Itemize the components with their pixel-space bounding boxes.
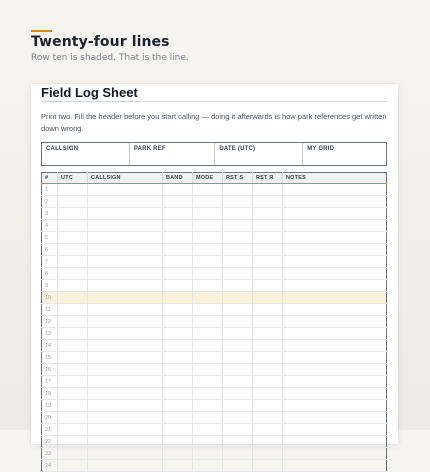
log-cell[interactable] (283, 388, 387, 400)
log-cell[interactable] (88, 244, 163, 256)
log-cell[interactable] (88, 352, 163, 364)
log-cell[interactable] (223, 340, 253, 352)
log-cell[interactable] (163, 292, 193, 304)
log-cell[interactable] (283, 364, 387, 376)
table-row (42, 376, 387, 388)
log-cell[interactable] (283, 208, 387, 220)
log-cell[interactable] (253, 400, 283, 412)
log-cell[interactable] (163, 448, 193, 460)
log-cell[interactable] (163, 184, 193, 196)
column-header-mode: MODE (193, 173, 223, 184)
log-cell[interactable] (88, 436, 163, 448)
log-cell[interactable] (58, 376, 88, 388)
page-subheading: Row ten is shaded. That is the line. (31, 53, 189, 63)
log-cell[interactable] (283, 412, 387, 424)
log-cell[interactable] (283, 328, 387, 340)
log-cell[interactable] (58, 436, 88, 448)
sheet-instructions: Print two. Fill the header before you start calling — doing it afterwards is how park references get written down wrong. (41, 112, 387, 133)
log-cell[interactable] (88, 316, 163, 328)
log-cell[interactable] (88, 220, 163, 232)
log-cell[interactable] (163, 364, 193, 376)
log-cell[interactable] (88, 448, 163, 460)
table-row (42, 460, 387, 472)
log-cell[interactable] (163, 316, 193, 328)
log-cell[interactable] (58, 244, 88, 256)
row-number: 17 (42, 376, 58, 388)
row-number: 9 (42, 280, 58, 292)
log-cell[interactable] (58, 280, 88, 292)
log-cell[interactable] (223, 256, 253, 268)
column-header-callsign: CALLSIGN (88, 173, 163, 184)
log-cell[interactable] (58, 388, 88, 400)
log-cell[interactable] (58, 232, 88, 244)
log-cell[interactable] (253, 412, 283, 424)
log-cell[interactable] (223, 460, 253, 472)
table-row (42, 400, 387, 412)
log-cell[interactable] (58, 400, 88, 412)
log-cell[interactable] (223, 220, 253, 232)
log-cell[interactable] (163, 436, 193, 448)
log-cell[interactable] (193, 220, 223, 232)
log-cell[interactable] (58, 412, 88, 424)
row-number: 2 (42, 196, 58, 208)
table-row (42, 304, 387, 316)
log-cell[interactable] (193, 328, 223, 340)
log-cell[interactable] (193, 256, 223, 268)
row-number: 12 (42, 316, 58, 328)
table-row (42, 364, 387, 376)
log-cell[interactable] (253, 256, 283, 268)
log-cell[interactable] (223, 184, 253, 196)
log-cell[interactable] (58, 304, 88, 316)
log-cell[interactable] (223, 280, 253, 292)
log-cell[interactable] (193, 436, 223, 448)
log-cell[interactable] (58, 196, 88, 208)
log-cell[interactable] (58, 460, 88, 472)
table-row (42, 448, 387, 460)
log-cell[interactable] (253, 196, 283, 208)
header-field-date-utc[interactable]: DATE (UTC) (215, 143, 303, 165)
log-cell[interactable] (58, 448, 88, 460)
log-cell[interactable] (253, 328, 283, 340)
log-cell[interactable] (193, 364, 223, 376)
log-cell[interactable] (223, 304, 253, 316)
log-cell[interactable] (193, 448, 223, 460)
log-cell[interactable] (88, 280, 163, 292)
log-cell[interactable] (58, 316, 88, 328)
row-number: 11 (42, 304, 58, 316)
row-number: 15 (42, 352, 58, 364)
log-cell[interactable] (253, 340, 283, 352)
log-cell[interactable] (223, 412, 253, 424)
row-number: 3 (42, 208, 58, 220)
log-cell[interactable] (223, 352, 253, 364)
log-cell[interactable] (253, 352, 283, 364)
row-number: 7 (42, 256, 58, 268)
qso-log-table (41, 172, 387, 472)
log-cell[interactable] (283, 184, 387, 196)
log-cell[interactable] (58, 292, 88, 304)
log-cell[interactable] (253, 448, 283, 460)
log-cell[interactable] (223, 232, 253, 244)
table-row (42, 280, 387, 292)
log-cell[interactable] (193, 352, 223, 364)
log-cell[interactable] (58, 184, 88, 196)
log-cell[interactable] (163, 232, 193, 244)
log-cell[interactable] (193, 424, 223, 436)
log-cell[interactable] (163, 304, 193, 316)
log-cell[interactable] (163, 376, 193, 388)
row-number: 23 (42, 448, 58, 460)
log-cell[interactable] (223, 268, 253, 280)
row-number: 13 (42, 328, 58, 340)
log-cell[interactable] (253, 280, 283, 292)
table-row (42, 208, 387, 220)
log-cell[interactable] (58, 340, 88, 352)
log-cell[interactable] (253, 184, 283, 196)
log-cell[interactable] (193, 268, 223, 280)
log-cell[interactable] (253, 376, 283, 388)
log-cell[interactable] (223, 400, 253, 412)
sheet-title: Field Log Sheet (41, 85, 138, 100)
log-cell[interactable] (283, 196, 387, 208)
row-number: 19 (42, 400, 58, 412)
log-cell[interactable] (193, 304, 223, 316)
log-cell[interactable] (253, 268, 283, 280)
log-cell[interactable] (58, 220, 88, 232)
log-cell[interactable] (88, 400, 163, 412)
log-cell[interactable] (88, 328, 163, 340)
column-header-band: BAND (163, 173, 193, 184)
log-cell[interactable] (163, 352, 193, 364)
log-cell[interactable] (283, 280, 387, 292)
log-cell[interactable] (88, 376, 163, 388)
log-cell[interactable] (193, 232, 223, 244)
table-row (42, 268, 387, 280)
table-row (42, 352, 387, 364)
log-cell[interactable] (88, 196, 163, 208)
log-cell[interactable] (253, 232, 283, 244)
log-cell[interactable] (283, 256, 387, 268)
log-cell[interactable] (193, 460, 223, 472)
table-row (42, 292, 387, 304)
column-header-notes: NOTES (283, 173, 387, 184)
log-cell[interactable] (223, 244, 253, 256)
log-cell[interactable] (223, 196, 253, 208)
log-cell[interactable] (253, 316, 283, 328)
row-number: 18 (42, 388, 58, 400)
log-cell[interactable] (163, 256, 193, 268)
log-cell[interactable] (163, 328, 193, 340)
log-cell[interactable] (163, 268, 193, 280)
log-cell[interactable] (253, 244, 283, 256)
log-cell[interactable] (223, 424, 253, 436)
header-field-my-grid[interactable]: MY GRID (307, 146, 335, 152)
log-cell[interactable] (163, 196, 193, 208)
log-cell[interactable] (193, 280, 223, 292)
log-cell[interactable] (163, 280, 193, 292)
log-cell[interactable] (193, 340, 223, 352)
table-row (42, 232, 387, 244)
log-cell[interactable] (253, 292, 283, 304)
log-cell[interactable] (283, 400, 387, 412)
log-cell[interactable] (163, 400, 193, 412)
log-cell[interactable] (253, 364, 283, 376)
table-row (42, 256, 387, 268)
log-cell[interactable] (283, 292, 387, 304)
log-cell[interactable] (58, 352, 88, 364)
log-cell[interactable] (193, 244, 223, 256)
log-cell[interactable] (88, 256, 163, 268)
log-cell[interactable] (58, 208, 88, 220)
row-number: 10 (42, 292, 58, 304)
log-cell[interactable] (223, 208, 253, 220)
log-cell[interactable] (283, 340, 387, 352)
table-row (42, 316, 387, 328)
log-cell[interactable] (283, 304, 387, 316)
log-cell[interactable] (88, 388, 163, 400)
log-cell[interactable] (88, 184, 163, 196)
header-field-callsign[interactable]: CALLSIGN (42, 143, 130, 165)
log-cell[interactable] (283, 436, 387, 448)
log-cell[interactable] (163, 208, 193, 220)
log-cell[interactable] (283, 316, 387, 328)
log-cell[interactable] (283, 376, 387, 388)
log-cell[interactable] (223, 364, 253, 376)
table-row (42, 328, 387, 340)
log-sheet (31, 84, 398, 469)
log-cell[interactable] (223, 316, 253, 328)
log-cell[interactable] (163, 460, 193, 472)
table-row (42, 412, 387, 424)
log-cell[interactable] (253, 220, 283, 232)
log-cell[interactable] (193, 292, 223, 304)
log-cell[interactable] (58, 424, 88, 436)
row-number: 8 (42, 268, 58, 280)
row-number: 14 (42, 340, 58, 352)
title-divider (41, 101, 387, 102)
log-cell[interactable] (193, 316, 223, 328)
log-cell[interactable] (88, 304, 163, 316)
log-cell[interactable] (163, 340, 193, 352)
log-cell[interactable] (223, 328, 253, 340)
log-cell[interactable] (253, 436, 283, 448)
log-cell[interactable] (253, 460, 283, 472)
log-cell[interactable] (283, 232, 387, 244)
column-header-utc: UTC (58, 173, 88, 184)
log-cell[interactable] (163, 412, 193, 424)
row-number: 24 (42, 460, 58, 472)
log-cell[interactable] (283, 244, 387, 256)
log-cell[interactable] (253, 388, 283, 400)
station-header-box (41, 142, 387, 166)
log-cell[interactable] (193, 184, 223, 196)
log-cell[interactable] (283, 268, 387, 280)
page-heading: Twenty-four lines (31, 34, 170, 50)
log-cell[interactable] (193, 388, 223, 400)
log-cell[interactable] (58, 268, 88, 280)
table-row (42, 424, 387, 436)
log-cell[interactable] (88, 364, 163, 376)
log-cell[interactable] (193, 208, 223, 220)
table-row (42, 388, 387, 400)
table-row (42, 196, 387, 208)
log-cell[interactable] (88, 412, 163, 424)
table-row (42, 340, 387, 352)
column-header-number: # (42, 173, 58, 184)
log-cell[interactable] (283, 460, 387, 472)
row-number: 20 (42, 412, 58, 424)
log-cell[interactable] (283, 220, 387, 232)
log-cell[interactable] (223, 376, 253, 388)
log-cell[interactable] (58, 256, 88, 268)
log-cell[interactable] (223, 448, 253, 460)
log-cell[interactable] (223, 388, 253, 400)
log-cell[interactable] (88, 292, 163, 304)
row-number: 6 (42, 244, 58, 256)
log-cell[interactable] (253, 304, 283, 316)
log-cell[interactable] (58, 328, 88, 340)
log-cell[interactable] (88, 268, 163, 280)
row-number: 16 (42, 364, 58, 376)
log-cell[interactable] (88, 460, 163, 472)
column-header-rst-received: RST R (253, 173, 283, 184)
log-cell[interactable] (253, 208, 283, 220)
log-cell[interactable] (283, 352, 387, 364)
row-number: 21 (42, 424, 58, 436)
log-cell[interactable] (163, 220, 193, 232)
log-cell[interactable] (193, 400, 223, 412)
log-cell[interactable] (193, 196, 223, 208)
log-cell[interactable] (223, 292, 253, 304)
log-cell[interactable] (193, 376, 223, 388)
log-cell[interactable] (163, 244, 193, 256)
log-cell[interactable] (58, 364, 88, 376)
log-cell[interactable] (223, 436, 253, 448)
log-cell[interactable] (163, 388, 193, 400)
log-cell[interactable] (163, 424, 193, 436)
row-number: 5 (42, 232, 58, 244)
table-row (42, 184, 387, 196)
log-table-body (42, 184, 387, 472)
log-cell[interactable] (88, 232, 163, 244)
log-cell[interactable] (88, 208, 163, 220)
log-cell[interactable] (193, 412, 223, 424)
header-field-park-ref[interactable]: PARK REF (130, 143, 215, 165)
accent-bar (31, 30, 52, 32)
row-number: 22 (42, 436, 58, 448)
column-header-rst-sent: RST S (223, 173, 253, 184)
table-row (42, 244, 387, 256)
log-cell[interactable] (253, 424, 283, 436)
log-cell[interactable] (88, 424, 163, 436)
row-number: 1 (42, 184, 58, 196)
log-cell[interactable] (283, 448, 387, 460)
table-row (42, 220, 387, 232)
table-header-row (42, 173, 387, 184)
table-row (42, 436, 387, 448)
log-cell[interactable] (283, 424, 387, 436)
row-number: 4 (42, 220, 58, 232)
log-cell[interactable] (88, 340, 163, 352)
